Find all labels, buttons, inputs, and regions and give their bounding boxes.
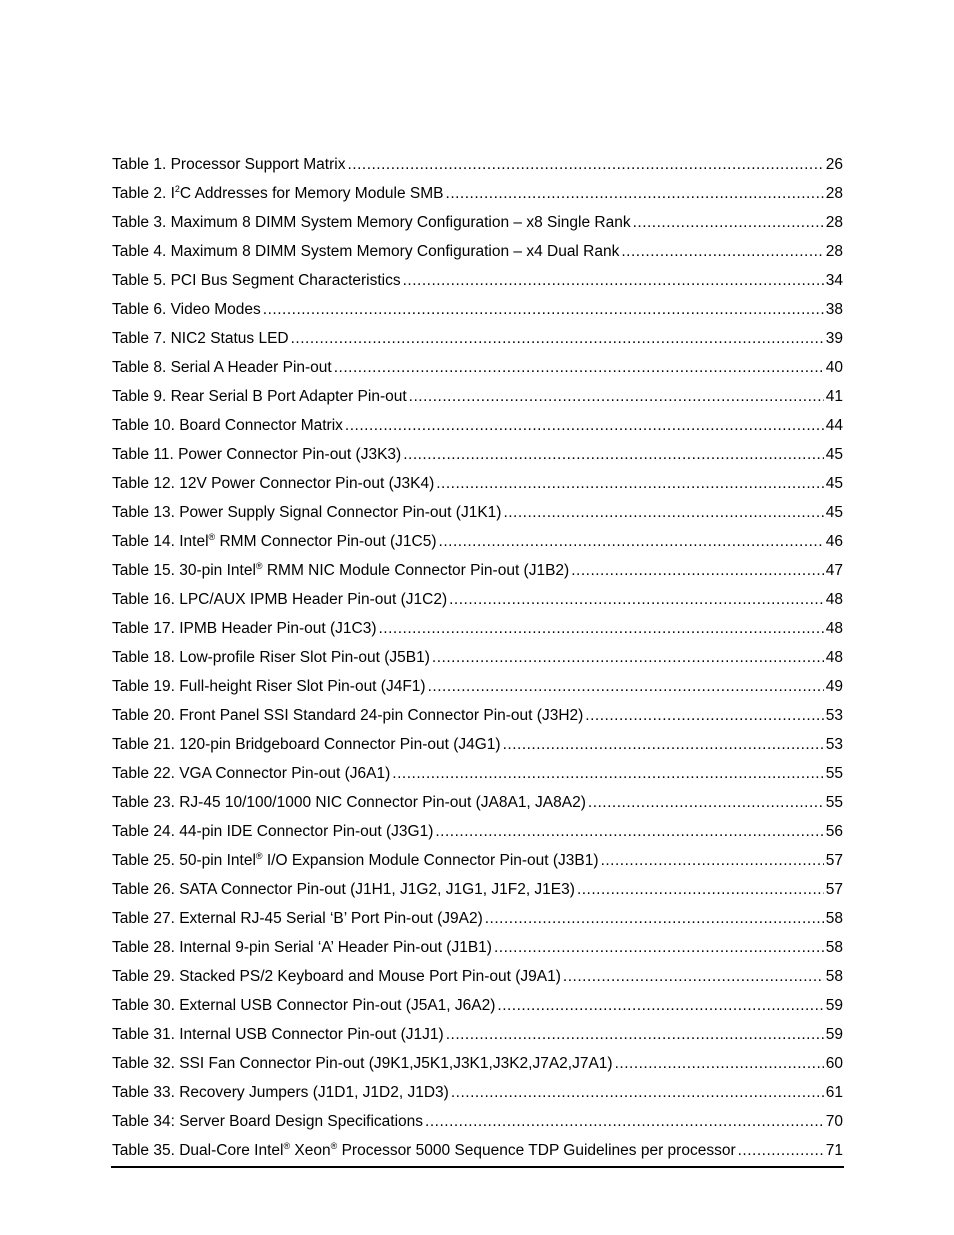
toc-entry[interactable] [112, 1136, 843, 1165]
title-text: Table 30. External USB Connector Pin-out (J5A1, J6A2) [112, 997, 496, 1014]
title-text: Table 35. Dual-Core Intel [112, 1142, 284, 1159]
toc-entry-page: 41 [825, 388, 843, 405]
toc-entry[interactable] [112, 382, 843, 411]
toc-entry-page: 34 [825, 272, 843, 289]
bottom-rule [111, 1166, 844, 1168]
title-text: Table 10. Board Connector Matrix [112, 417, 343, 434]
toc-entry-page: 38 [825, 301, 843, 318]
toc-entry-title [112, 353, 332, 382]
dot-leader [403, 440, 824, 469]
toc-entry[interactable] [112, 846, 843, 875]
toc-entry-title [112, 498, 501, 527]
dot-leader [621, 237, 823, 266]
toc-entry-page: 61 [825, 1084, 843, 1101]
toc-entry-page: 59 [825, 997, 843, 1014]
title-text: C Addresses for Memory Module SMB [179, 185, 444, 202]
title-text: Table 12. 12V Power Connector Pin-out (J3K4) [112, 475, 435, 492]
toc-entry-page: 48 [825, 649, 843, 666]
title-text: RMM NIC Module Connector Pin-out (J1B2) [262, 562, 570, 579]
toc-entry[interactable] [112, 150, 843, 179]
dot-leader [485, 904, 824, 933]
toc-entry[interactable] [112, 991, 843, 1020]
toc-entry[interactable] [112, 904, 843, 933]
toc-entry-title [112, 701, 583, 730]
title-text: I/O Expansion Module Connector Pin-out (J3B1) [262, 852, 599, 869]
dot-leader [446, 1020, 824, 1049]
title-text: Table 28. Internal 9-pin Serial ‘A’ Header Pin-out (J1B1) [112, 939, 492, 956]
toc-entry[interactable] [112, 353, 843, 382]
title-text: Table 17. IPMB Header Pin-out (J1C3) [112, 620, 377, 637]
toc-entry[interactable] [112, 237, 843, 266]
toc-entry[interactable] [112, 440, 843, 469]
dot-leader [503, 498, 823, 527]
toc-entry[interactable] [112, 759, 843, 788]
dot-leader [446, 179, 824, 208]
title-text: Table 1. Processor Support Matrix [112, 156, 346, 173]
title-text: Table 2. I [112, 185, 175, 202]
title-text: Table 31. Internal USB Connector Pin-out (J1J1) [112, 1026, 444, 1043]
toc-entry-title [112, 527, 437, 556]
title-text: Table 3. Maximum 8 DIMM System Memory Configuration – x8 Single Rank [112, 214, 631, 231]
dot-leader [633, 208, 824, 237]
title-text: Table 26. SATA Connector Pin-out (J1H1, J1G2, J1G1, J1F2, J1E3) [112, 881, 575, 898]
toc-entry[interactable] [112, 266, 843, 295]
toc-entry-title [112, 933, 492, 962]
toc-entry-page: 28 [825, 243, 843, 260]
toc-entry-title [112, 585, 447, 614]
dot-leader [439, 527, 824, 556]
toc-entry-title [112, 672, 426, 701]
toc-entry-title [112, 614, 376, 643]
toc-entry-page: 60 [825, 1055, 843, 1072]
title-text: Table 25. 50-pin Intel [112, 852, 256, 869]
dot-leader [291, 324, 824, 353]
title-text: Table 33. Recovery Jumpers (J1D1, J1D2, J1D3) [112, 1084, 449, 1101]
toc-entry-page: 48 [825, 620, 843, 637]
toc-entry-title [112, 643, 430, 672]
toc-entry-page: 71 [825, 1142, 843, 1159]
title-text: Processor 5000 Sequence TDP Guidelines per processor [337, 1142, 736, 1159]
toc-entry[interactable] [112, 788, 843, 817]
toc-entry[interactable] [112, 1049, 843, 1078]
toc-entry[interactable] [112, 672, 843, 701]
dot-leader [432, 643, 824, 672]
toc-entry-page: 55 [825, 794, 843, 811]
toc-entry[interactable] [112, 817, 843, 846]
dot-leader [334, 353, 824, 382]
title-text: Table 22. VGA Connector Pin-out (J6A1) [112, 765, 391, 782]
toc-entry-title [112, 788, 586, 817]
dot-leader [392, 759, 823, 788]
title-text: Table 7. NIC2 Status LED [112, 330, 289, 347]
title-text: Table 9. Rear Serial B Port Adapter Pin-out [112, 388, 407, 405]
toc-entry[interactable] [112, 556, 843, 585]
toc-entry-page: 28 [825, 214, 843, 231]
toc-entry-page: 26 [825, 156, 843, 173]
dot-leader [738, 1136, 824, 1165]
toc-entry-page: 58 [825, 939, 843, 956]
toc-entry-page: 57 [825, 881, 843, 898]
dot-leader [571, 556, 824, 585]
toc-entry-title [112, 846, 599, 875]
title-text: Table 23. RJ-45 10/100/1000 NIC Connector Pin-out (JA8A1, JA8A2) [112, 794, 586, 811]
superscript: ® [255, 561, 263, 571]
toc-entry-title [112, 1049, 613, 1078]
dot-leader [585, 701, 823, 730]
title-text: Table 20. Front Panel SSI Standard 24-pin Connector Pin-out (J3H2) [112, 707, 584, 724]
toc-entry-title [112, 556, 569, 585]
superscript: ® [283, 1141, 291, 1151]
toc-entry-title [112, 237, 619, 266]
superscript: ® [255, 851, 263, 861]
toc-entry-title [112, 730, 501, 759]
toc-entry-page: 57 [825, 852, 843, 869]
toc-entry[interactable] [112, 498, 843, 527]
dot-leader [449, 585, 824, 614]
toc-entry-page: 49 [825, 678, 843, 695]
toc-entry-page: 40 [825, 359, 843, 376]
title-text: Table 15. 30-pin Intel [112, 562, 256, 579]
toc-entry-page: 44 [825, 417, 843, 434]
title-text: Table 34: Server Board Design Specifications [112, 1113, 424, 1130]
toc-entry[interactable] [112, 1020, 843, 1049]
superscript: ® [330, 1141, 338, 1151]
toc-entry-title [112, 991, 495, 1020]
toc-entry-page: 56 [825, 823, 843, 840]
title-text: RMM Connector Pin-out (J1C5) [215, 533, 437, 550]
toc-entry-title [112, 440, 401, 469]
toc-entry-title [112, 208, 631, 237]
toc-entry[interactable] [112, 411, 843, 440]
toc-entry[interactable] [112, 933, 843, 962]
toc-entry-page: 53 [825, 736, 843, 753]
toc-entry-page: 45 [825, 446, 843, 463]
dot-leader [494, 933, 824, 962]
toc-entry-title [112, 1078, 449, 1107]
toc-entry-page: 53 [825, 707, 843, 724]
dot-leader [425, 1107, 824, 1136]
toc-entry[interactable] [112, 962, 843, 991]
title-text: Table 16. LPC/AUX IPMB Header Pin-out (J1C2) [112, 591, 448, 608]
toc-entry[interactable] [112, 585, 843, 614]
toc-entry-title [112, 962, 561, 991]
dot-leader [347, 150, 823, 179]
toc-entry-title [112, 1020, 444, 1049]
toc-entry[interactable] [112, 1078, 843, 1107]
toc-entry[interactable] [112, 875, 843, 904]
toc-entry[interactable] [112, 1107, 843, 1136]
superscript: 2 [174, 184, 180, 194]
toc-entry[interactable] [112, 208, 843, 237]
toc-entry-page: 59 [825, 1026, 843, 1043]
toc-entry-title [112, 875, 575, 904]
toc-entry-page: 48 [825, 591, 843, 608]
toc-entry-page: 28 [825, 185, 843, 202]
toc-entry-title [112, 382, 407, 411]
dot-leader [435, 817, 823, 846]
title-text: Table 21. 120-pin Bridgeboard Connector Pin-out (J4G1) [112, 736, 501, 753]
toc-entry-title [112, 411, 343, 440]
toc-entry-title [112, 817, 433, 846]
toc-entry-page: 45 [825, 475, 843, 492]
toc-entry[interactable] [112, 614, 843, 643]
superscript: ® [208, 532, 216, 542]
dot-leader [615, 1049, 824, 1078]
toc-entry-title [112, 179, 444, 208]
toc-entry[interactable] [112, 701, 843, 730]
toc-entry[interactable] [112, 295, 843, 324]
toc-entry-title [112, 759, 390, 788]
dot-leader [503, 730, 824, 759]
dot-leader [497, 991, 823, 1020]
toc-entry-page: 58 [825, 910, 843, 927]
title-text: Table 18. Low-profile Riser Slot Pin-out (J5B1) [112, 649, 430, 666]
title-text: Table 11. Power Connector Pin-out (J3K3) [112, 446, 402, 463]
toc-entry-title [112, 469, 434, 498]
dot-leader [577, 875, 824, 904]
list-of-tables [112, 150, 843, 1165]
dot-leader [451, 1078, 824, 1107]
toc-entry-title [112, 266, 401, 295]
toc-entry[interactable] [112, 527, 843, 556]
toc-entry[interactable] [112, 469, 843, 498]
toc-entry-title [112, 295, 261, 324]
title-text: Xeon [290, 1142, 331, 1159]
dot-leader [409, 382, 824, 411]
title-text: Table 13. Power Supply Signal Connector Pin-out (J1K1) [112, 504, 502, 521]
dot-leader [588, 788, 824, 817]
toc-entry-title [112, 1136, 736, 1165]
title-text: Table 29. Stacked PS/2 Keyboard and Mouse Port Pin-out (J9A1) [112, 968, 561, 985]
toc-entry-title [112, 904, 483, 933]
toc-entry-page: 46 [825, 533, 843, 550]
title-text: Table 5. PCI Bus Segment Characteristics [112, 272, 401, 289]
title-text: Table 27. External RJ-45 Serial ‘B’ Port Pin-out (J9A2) [112, 910, 483, 927]
dot-leader [378, 614, 823, 643]
dot-leader [263, 295, 824, 324]
toc-entry[interactable] [112, 179, 843, 208]
toc-entry-page: 45 [825, 504, 843, 521]
title-text: Table 32. SSI Fan Connector Pin-out (J9K1,J5K1,J3K1,J3K2,J7A2,J7A1) [112, 1055, 613, 1072]
title-text: Table 4. Maximum 8 DIMM System Memory Configuration – x4 Dual Rank [112, 243, 620, 260]
title-text: Table 6. Video Modes [112, 301, 261, 318]
dot-leader [563, 962, 824, 991]
toc-entry[interactable] [112, 643, 843, 672]
dot-leader [345, 411, 824, 440]
toc-entry-title [112, 324, 289, 353]
toc-entry-title [112, 1107, 423, 1136]
toc-entry[interactable] [112, 730, 843, 759]
title-text: Table 14. Intel [112, 533, 209, 550]
dot-leader [403, 266, 824, 295]
dot-leader [601, 846, 824, 875]
toc-entry-page: 55 [825, 765, 843, 782]
toc-entry-page: 39 [825, 330, 843, 347]
title-text: Table 8. Serial A Header Pin-out [112, 359, 332, 376]
toc-entry-page: 58 [825, 968, 843, 985]
dot-leader [428, 672, 824, 701]
title-text: Table 19. Full-height Riser Slot Pin-out (J4F1) [112, 678, 426, 695]
toc-entry-page: 47 [825, 562, 843, 579]
title-text: Table 24. 44-pin IDE Connector Pin-out (J3G1) [112, 823, 434, 840]
toc-entry-title [112, 150, 345, 179]
toc-entry-page: 70 [825, 1113, 843, 1130]
dot-leader [436, 469, 824, 498]
toc-entry[interactable] [112, 324, 843, 353]
